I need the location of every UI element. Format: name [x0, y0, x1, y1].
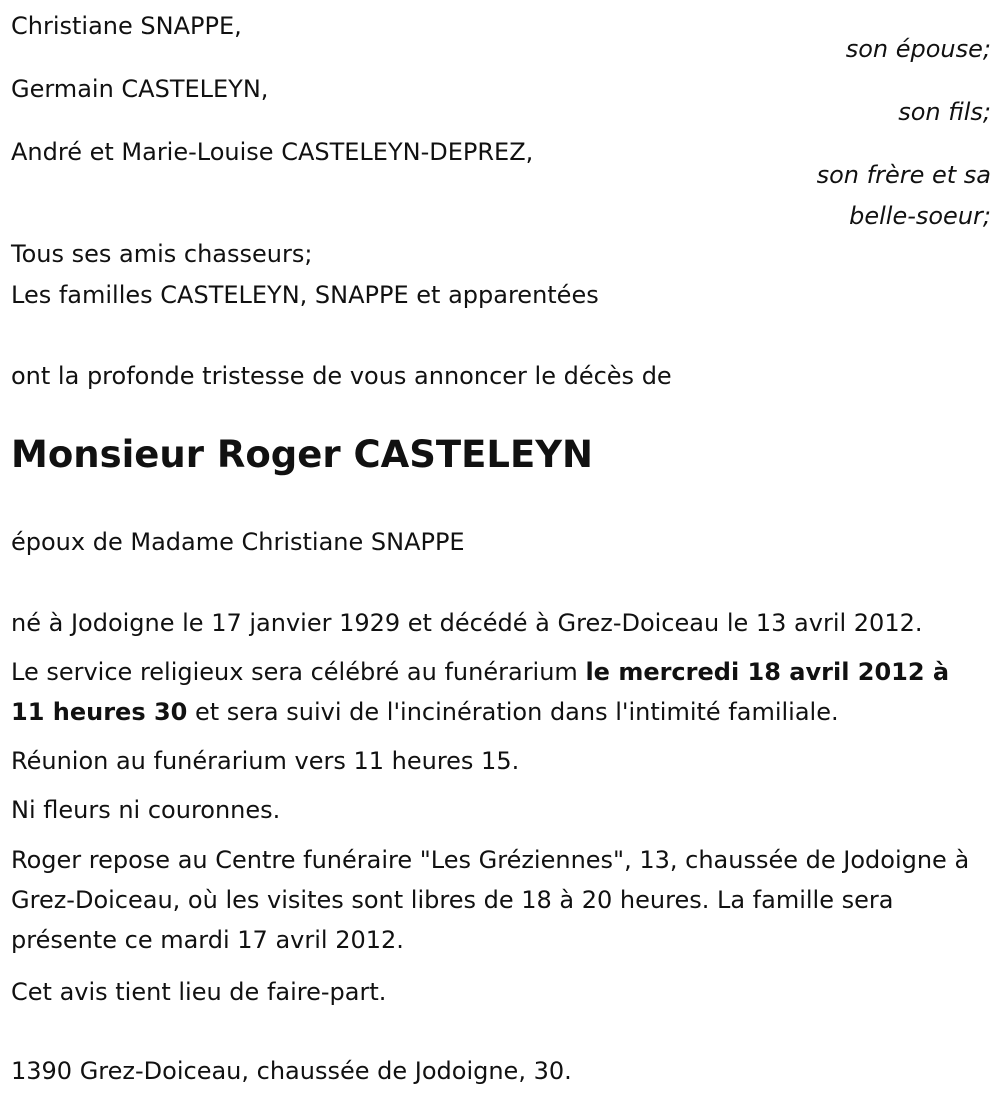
family-member-name: André et Marie-Louise CASTELEYN-DEPREZ,: [11, 138, 534, 166]
rest-paragraph: Roger repose au Centre funéraire "Les Gréziennes", 13, chaussée de Jodoigne à Grez-Doiceau, où les visites sont libres de 18 à 20 heures. La famille sera présente ce mardi 17 avril 2012.: [11, 846, 970, 954]
birth-death-line: né à Jodoigne le 17 janvier 1929 et décédé à Grez-Doiceau le 13 avril 2012.: [11, 609, 923, 637]
notice-line: Cet avis tient lieu de faire-part.: [11, 978, 387, 1006]
family-member-name: Germain CASTELEYN,: [11, 75, 269, 103]
address-line: 1390 Grez-Doiceau, chaussée de Jodoigne, 30.: [11, 1057, 572, 1085]
spouse-line: époux de Madame Christiane SNAPPE: [11, 528, 465, 556]
family-member-role: belle-soeur;: [849, 202, 991, 230]
family-member-role: son frère et sa: [816, 161, 991, 189]
service-date: le mercredi 18 avril 2012 à 11 heures 30: [11, 658, 950, 726]
announcement-line: ont la profonde tristesse de vous annoncer le décès de: [11, 362, 672, 390]
families-line: Les familles CASTELEYN, SNAPPE et apparentées: [11, 281, 599, 309]
service-outro: et sera suivi de l'incinération dans l'intimité familiale.: [187, 698, 839, 726]
family-member-role: son épouse;: [845, 35, 991, 63]
meeting-line: Réunion au funérarium vers 11 heures 15.: [11, 747, 520, 775]
family-member-role: son fils;: [898, 98, 991, 126]
flowers-line: Ni fleurs ni couronnes.: [11, 796, 281, 824]
service-paragraph: [11, 652, 986, 732]
deceased-name: Monsieur Roger CASTELEYN: [11, 433, 594, 476]
friends-line: Tous ses amis chasseurs;: [11, 240, 313, 268]
service-intro: Le service religieux sera célébré au funérarium: [11, 658, 586, 686]
family-member-name: Christiane SNAPPE,: [11, 12, 242, 40]
